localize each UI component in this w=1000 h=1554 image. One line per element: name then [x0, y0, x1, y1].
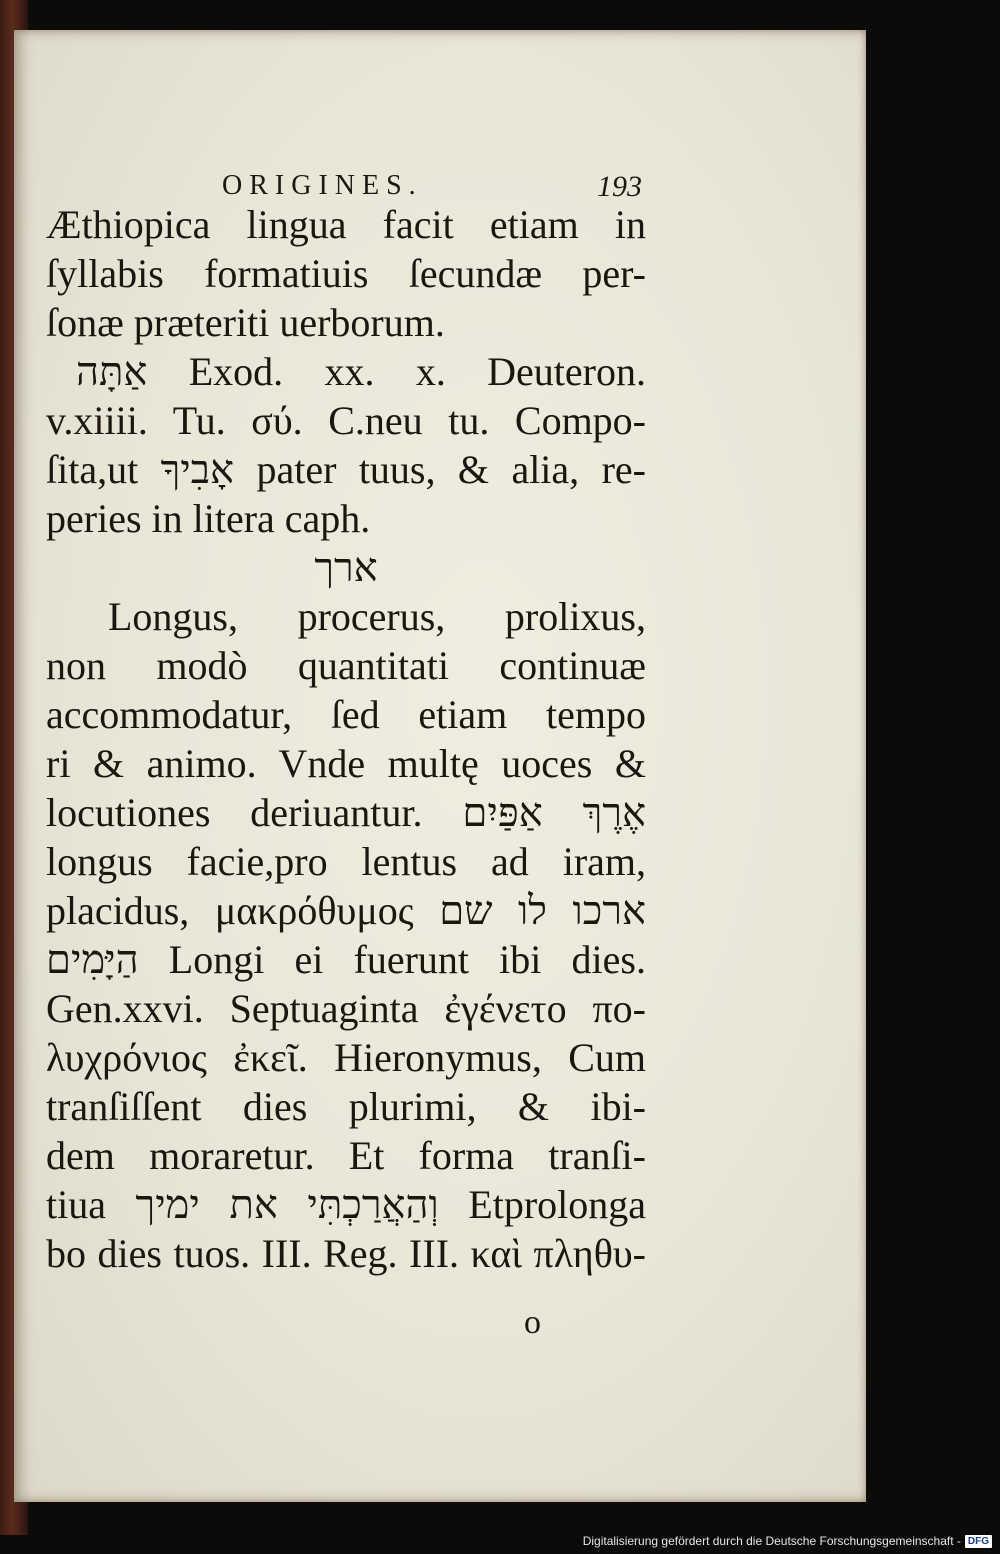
page-number: 193: [597, 170, 642, 203]
text-line: λυχρόνιος ἐκεῖ. Hieronymus, Cum: [46, 1035, 646, 1080]
text-line: tranſiſſent dies plurimi, & ibi-: [46, 1084, 646, 1129]
text-line: peries in litera caph.: [46, 496, 371, 541]
text-line: הַיָּמִים Longi ei fuerunt ibi dies.: [46, 937, 646, 982]
text-line: dem moraretur. Et forma tranſi-: [46, 1133, 646, 1178]
text-line: v.xiiii. Tu. σύ. C.neu tu. Compo-: [46, 398, 646, 443]
text-line: tiua וְהַאֲרַכְתִּי את ימיך Etprolonga: [46, 1182, 646, 1227]
text-line: Gen.xxvi. Septuaginta ἐγένετο πο-: [46, 986, 646, 1031]
digitization-credit: [583, 1532, 992, 1550]
text-line: ri & animo. Vnde multę uoces &: [46, 741, 646, 786]
text-line: placidus, μακρόθυμος ארכו לו שם: [46, 888, 646, 933]
text-line: Longus, procerus, prolixus,: [108, 594, 646, 639]
book-page: [14, 30, 866, 1502]
text-line: ſonæ præteriti uerborum.: [46, 300, 445, 345]
text-line: ſyllabis formatiuis ſecundæ per-: [46, 251, 646, 296]
credit-text: Digitalisierung gefördert durch die Deutsche Forschungsgemeinschaft -: [582, 1534, 961, 1548]
text-line: non modò quantitati continuæ: [46, 643, 646, 688]
dfg-logo: DFG: [965, 1535, 992, 1548]
text-line: Æthiopica lingua facit etiam in: [46, 202, 646, 247]
text-line: accommodatur, ſed etiam tempo: [46, 692, 646, 737]
text-line: אַתָּה Exod. xx. x. Deuteron.: [76, 349, 646, 394]
text-line: locutiones deriuantur. אֶרֶךְ אַפַּיִם: [46, 790, 646, 835]
text-line: bo dies tuos. III. Reg. III. καὶ πληθυ-: [46, 1231, 646, 1276]
signature-mark: o: [524, 1304, 541, 1341]
entry-heading: ארך: [314, 545, 378, 590]
text-line: ſita,ut אָבִיךָ pater tuus, & alia, re-: [46, 447, 646, 492]
text-line: longus facie,pro lentus ad iram,: [46, 839, 646, 884]
running-head: ORIGINES.: [222, 170, 423, 201]
body-text: [46, 200, 646, 1278]
